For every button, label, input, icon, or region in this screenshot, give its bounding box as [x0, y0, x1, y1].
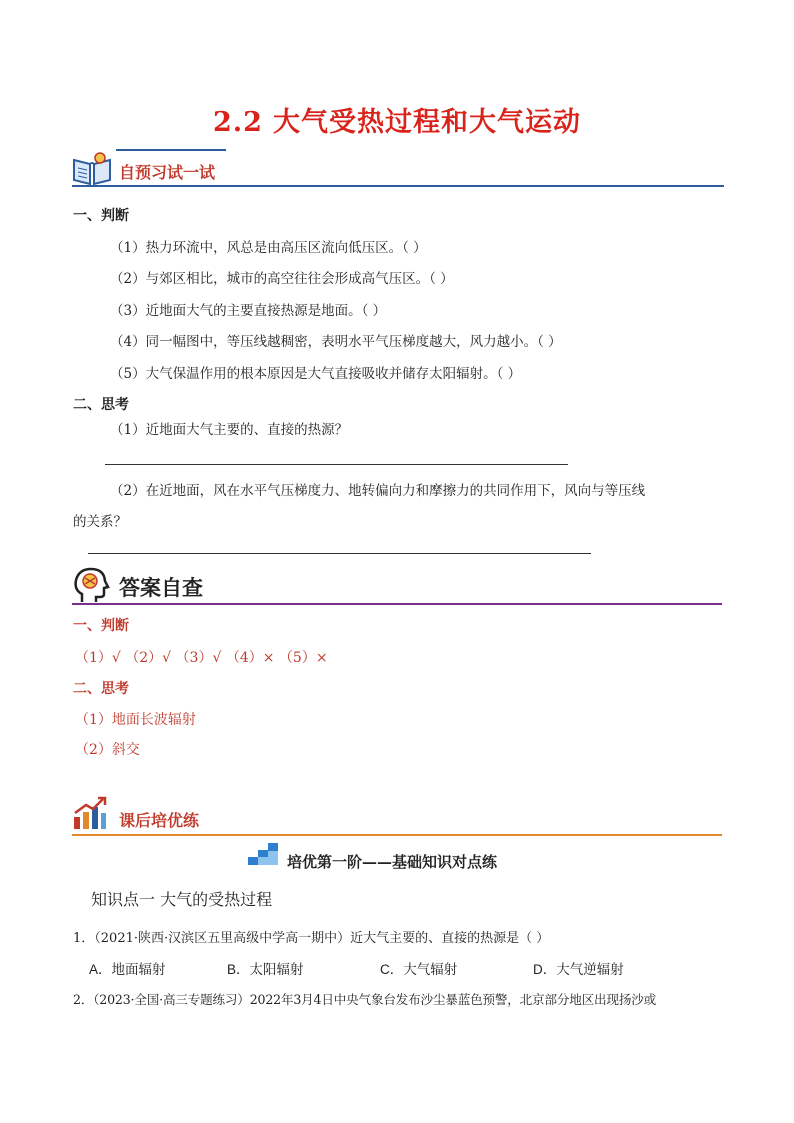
knowledge-point-heading: 知识点一 大气的受热过程	[91, 890, 273, 909]
book-icon	[72, 150, 112, 186]
title-text: 大气受热过程和大气运动	[272, 107, 581, 138]
answer-line-1	[105, 464, 568, 465]
answer-think-heading: 二、思考	[73, 681, 129, 697]
answer-judge-values: （1）√ （2）√ （3）√ （4）× （5）×	[75, 650, 328, 666]
answer-judge-heading: 一、判断	[73, 618, 129, 634]
section1-divider	[72, 185, 724, 187]
section2-heading: 答案自查	[119, 576, 203, 600]
judge-item-5: （5）大气保温作用的根本原因是大气直接吸收并储存太阳辐射。（ ）	[110, 366, 522, 382]
bar-chart-growth-icon	[72, 795, 108, 831]
section3-subheading: 培优第一阶——基础知识对点练	[287, 853, 498, 871]
judge-item-2: （2）与郊区相比，城市的高空往往会形成高气压区。（ ）	[110, 271, 454, 287]
question-1-option-c: C．大气辐射	[380, 962, 458, 977]
answer-line-2	[88, 553, 591, 554]
answer-think-2: （2）斜交	[75, 742, 140, 758]
page-title	[0, 100, 794, 139]
title-number: 2.2	[213, 107, 263, 138]
answer-think-1: （1）地面长波辐射	[75, 712, 196, 728]
section3-heading: 课后培优练	[119, 811, 200, 830]
section3-divider	[72, 834, 722, 836]
question-1-stem: 1．（2021·陕西·汉滨区五里高级中学高一期中）近大气主要的、直接的热源是（ ）	[73, 931, 550, 946]
judge-item-3: （3）近地面大气的主要直接热源是地面。（ ）	[110, 303, 387, 319]
section1-top-line	[116, 149, 226, 151]
think-question-2-line2: 的关系？	[73, 514, 127, 530]
think-heading: 二、思考	[73, 397, 129, 413]
question-1-option-b: B．太阳辐射	[227, 962, 304, 977]
think-question-1: （1）近地面大气主要的、直接的热源？	[110, 422, 349, 438]
section2-divider	[72, 603, 722, 605]
section1-heading: 自预习试一试	[119, 163, 216, 182]
think-question-2-line1: （2）在近地面，风在水平气压梯度力、地转偏向力和摩擦力的共同作用下，风向与等压线	[110, 483, 646, 499]
judge-item-1: （1）热力环流中，风总是由高压区流向低压区。（ ）	[110, 240, 427, 256]
question-1-option-a: A．地面辐射	[89, 962, 166, 977]
stairs-icon	[248, 843, 280, 865]
question-2-stem: 2．（2023·全国·高三专题练习）2022年3月4日中央气象台发布沙尘暴蓝色预警，北京部分地区出现扬沙或	[73, 992, 656, 1007]
head-thinking-icon	[72, 566, 110, 604]
judge-heading: 一、判断	[73, 208, 129, 224]
question-1-option-d: D．大气逆辐射	[533, 962, 624, 977]
judge-item-4: （4）同一幅图中，等压线越稠密，表明水平气压梯度越大，风力越小。（ ）	[110, 334, 562, 350]
